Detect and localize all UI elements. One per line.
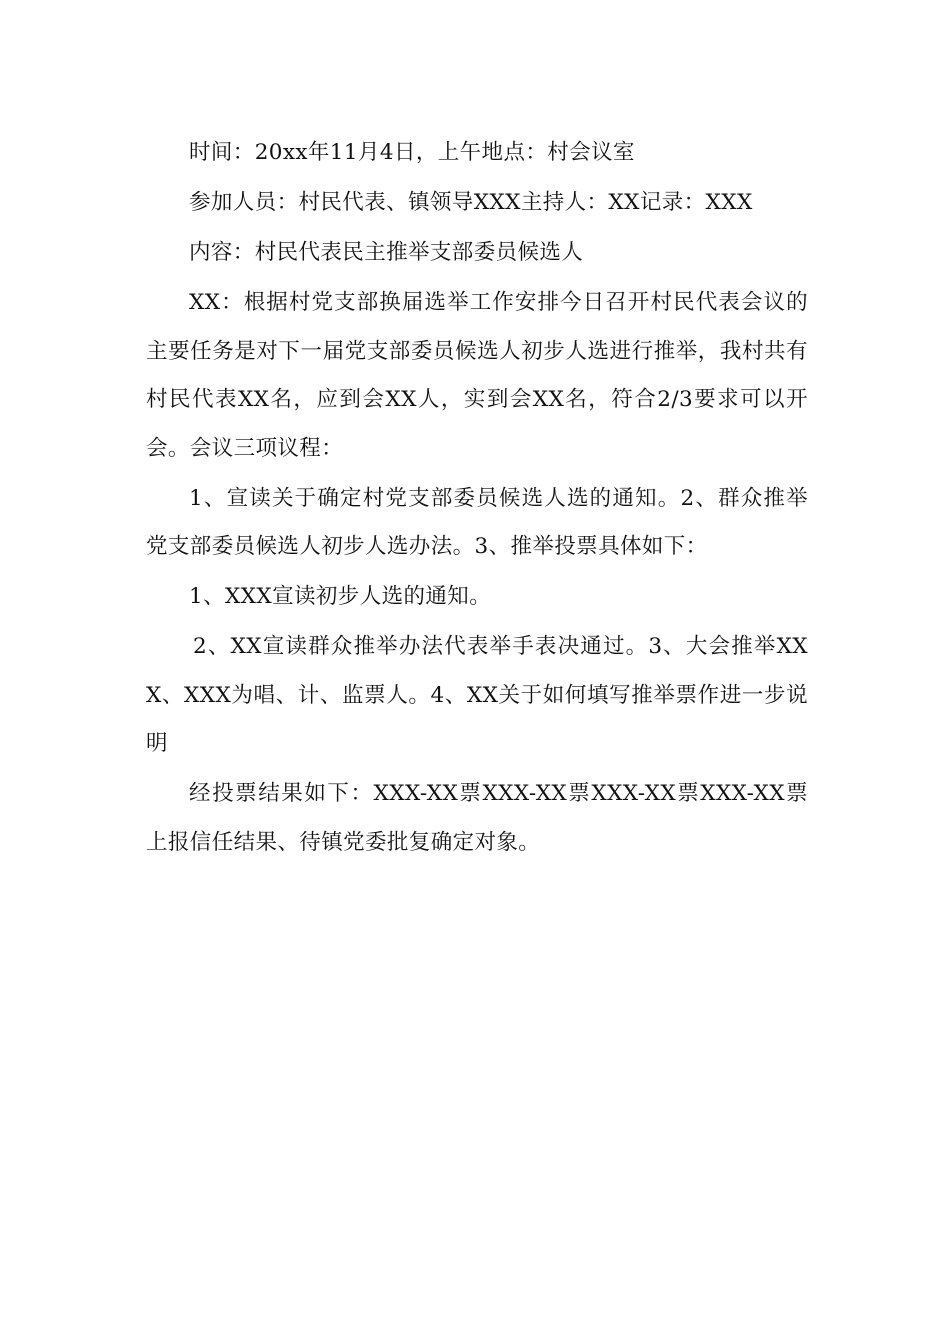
meeting-opening-remarks: XX：根据村党支部换届选举工作安排今日召开村民代表会议的主要任务是对下一届党支部委员候选人初步人选进行推举，我村共有村民代表XX名，应到会XX人，实到会XX名，符合2/3要求可以开会。会议三项议程：	[146, 290, 808, 461]
meeting-time-location: 时间：20xx年11月4日，上午地点：村会议室	[189, 140, 635, 165]
meeting-content: 内容：村民代表民主推举支部委员候选人	[189, 240, 584, 265]
voting-results: 经投票结果如下：XXX-XX票XXX-XX票XXX-XX票XXX-XX票上报信任结果、待镇党委批复确定对象。	[146, 781, 808, 855]
agenda-step-1: 1、XXX宣读初步人选的通知。	[189, 584, 492, 609]
document-body	[146, 129, 808, 867]
meeting-agenda: 1、宣读关于确定村党支部委员候选人选的通知。2、群众推举党支部委员候选人初步人选办法。3、推举投票具体如下：	[146, 485, 808, 559]
agenda-steps-2-4: 2、XX宣读群众推举办法代表举手表决通过。3、大会推举XXX、XXX为唱、计、监票人。4、XX关于如何填写推举票作进一步说明	[146, 634, 808, 756]
meeting-participants: 参加人员：村民代表、镇领导XXX主持人：XX记录：XXX	[189, 190, 753, 215]
